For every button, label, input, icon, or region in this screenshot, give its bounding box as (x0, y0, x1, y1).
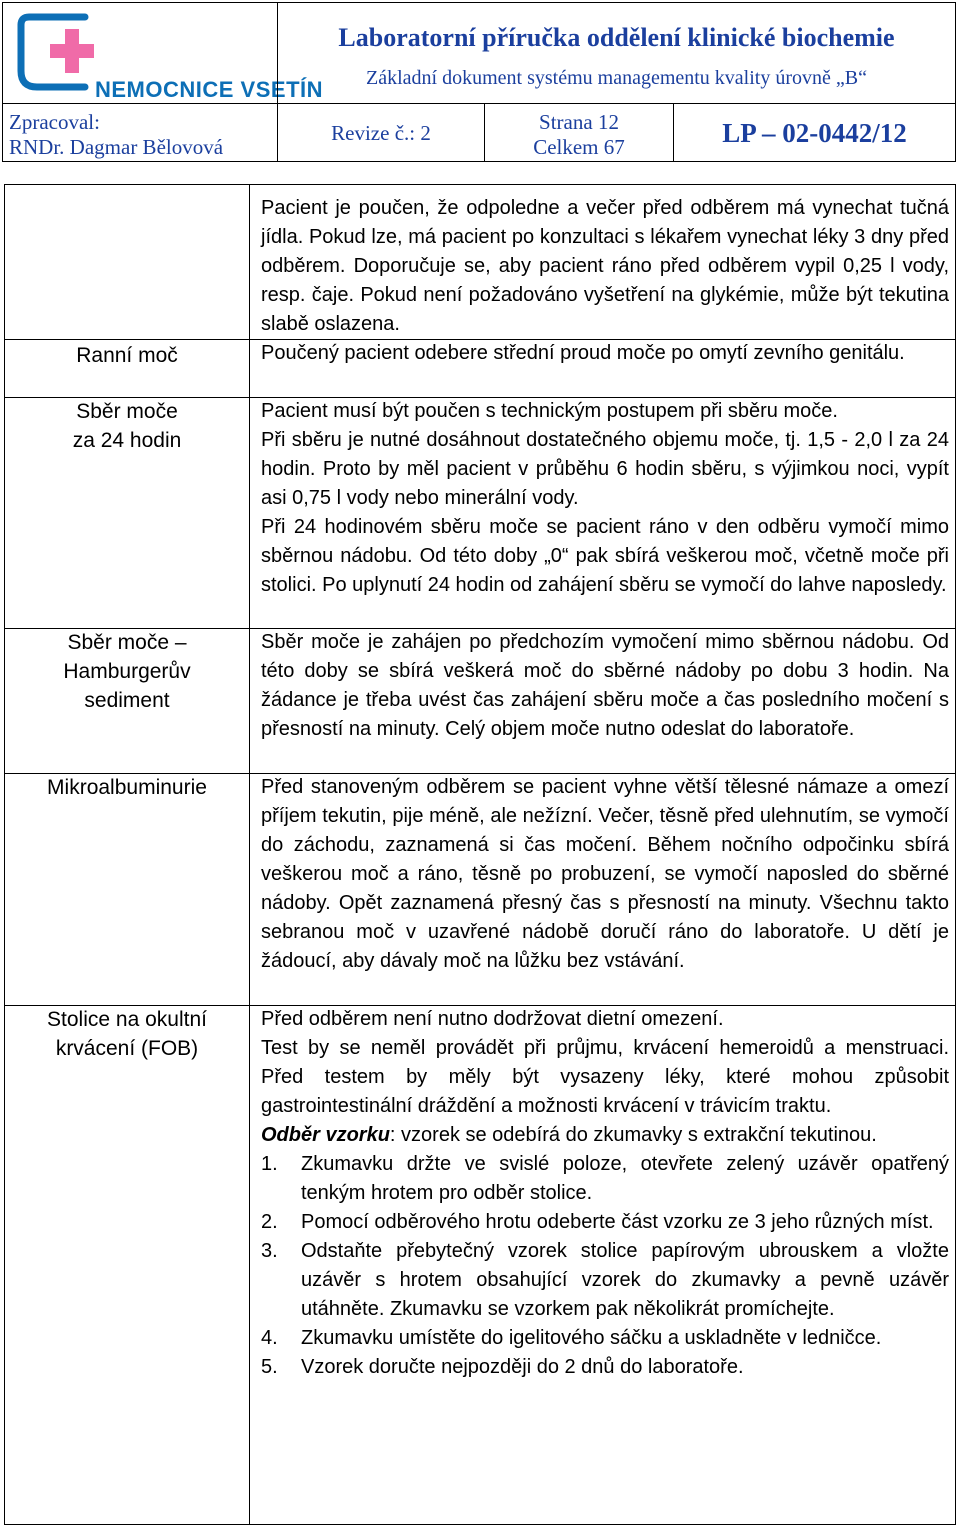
list-item: 3. Odstaňte přebytečný vzorek stolice papírovým ubrouskem a vložte uzávěr s hrotem obsahující vzorek do zkumavky a pevně uzávěr utáhněte. Zkumavku se vzorkem pak několikrát promíchejte. (261, 1240, 949, 1320)
row-4-text (261, 773, 949, 976)
revision: Revize č.: 2 (331, 121, 431, 145)
paragraph: Test by se neměl provádět při průjmu, krvácení hemeroidů a menstruaci. Před testem by měly být vysazeny léky, které mohou způsobit gastrointestinální dráždění a možnosti krvácení v trávicím traktu. (261, 1037, 949, 1117)
document-title: Laboratorní příručka oddělení klinické biochemie (338, 23, 895, 52)
row-2-text (261, 397, 949, 600)
prepared-label: Zpracoval: (9, 110, 100, 134)
sample-lead: Odběr vzorku (261, 1124, 390, 1146)
step-text: Zkumavku umístěte do igelitového sáčku a uskladněte v ledničce. (301, 1327, 882, 1349)
logo-text: NEMOCNICE VSETÍN (95, 77, 324, 102)
paragraph: Pacient musí být poučen s technickým postupem při sběru moče. (261, 400, 838, 422)
list-item: 4. Zkumavku umístěte do igelitového sáčku a uskladněte v ledničce. (261, 1327, 882, 1349)
paragraph: Pacient je poučen, že odpoledne a večer před odběrem má vynechat tučná jídla. Pokud lze, má pacient po konzultaci s lékařem vynechat léky 3 dny před odběrem. Doporučuje se, aby pacient ráno před odběrem vypil 0,25 l vody, resp. čaje. Pokud není požadováno vyšetření na glykémie, může být tekutina slabě oslazena. (261, 197, 949, 335)
row-3-text (261, 628, 949, 744)
row-1-text (261, 339, 949, 368)
page-number: Strana 12 (539, 110, 619, 134)
revision-cell (277, 103, 485, 162)
document-subtitle: Základní dokument systému managementu kvality úrovně „B“ (366, 67, 867, 89)
list-item: 2. Pomocí odběrového hrotu odeberte část vzorku ze 3 jeho různých míst. (261, 1211, 934, 1233)
page-total: Celkem 67 (533, 135, 625, 159)
row-label-sber-24h: Sběr moče za 24 hodin (72, 400, 182, 452)
prepared-cell (2, 103, 278, 162)
row-label-fob: Stolice na okultní krvácení (FOB) (47, 1008, 207, 1060)
step-text: Vzorek doručte nejpozději do 2 dnů do laboratoře. (301, 1356, 744, 1378)
paragraph: Poučený pacient odebere střední proud moče po omytí zevního genitálu. (261, 342, 905, 364)
paragraph: Při sběru je nutné dosáhnout dostatečného objemu moče, tj. 1,5 - 2,0 l za 24 hodin. Proto by měl pacient v průběhu 6 hodin sběru, s výjimkou noci, vypít asi 0,75 l vody nebo minerální vody. (261, 429, 949, 509)
document-header (0, 0, 960, 164)
doc-code: LP – 02-0442/12 (722, 118, 907, 148)
list-item: 1. Zkumavku držte ve svislé poloze, otevřete zelený uzávěr opatřený tenkým hrotem pro odběr stolice. (261, 1153, 949, 1204)
prepared-by: RNDr. Dagmar Bělovová (9, 135, 224, 159)
sample-text: : vzorek se odebírá do zkumavky s extrakční tekutinou. (389, 1124, 877, 1146)
sample-paragraph (261, 1121, 949, 1150)
row-0-text (261, 194, 949, 339)
row-label-ranni-moc: Ranní moč (76, 344, 178, 367)
step-text: Pomocí odběrového hrotu odeberte část vzorku ze 3 jeho různých míst. (301, 1211, 934, 1233)
paragraph: Při 24 hodinovém sběru moče se pacient ráno v den odběru vymočí mimo sběrnou nádobu. Od této doby „0“ pak sbírá veškerou moč, včetně moče při stolici. Po uplynutí 24 hodin od zahájení sběru se vymočí do lahve naposledy. (261, 516, 949, 596)
page-cell (484, 103, 674, 162)
logo-cell (2, 2, 324, 104)
row-label-mikroalbuminurie: Mikroalbuminurie (47, 776, 207, 799)
title-cell (277, 2, 956, 104)
paragraph: Sběr moče je zahájen po předchozím vymočení mimo sběrnou nádobu. Od této doby se sbírá veškerá moč do sběrné nádoby po dobu 3 hodin. Na žádance je třeba uvést čas zahájení sběru moče a čas posledního močení s přesností na minuty. Celý objem moče nutno odeslat do laboratoře. (261, 631, 949, 740)
row-label-hamburger: Sběr moče – Hamburgerův sediment (63, 631, 191, 712)
column-divider (249, 185, 250, 1524)
paragraph: Před stanoveným odběrem se pacient vyhne větší tělesné námaze a omezí příjem tekutin, pije méně, ale nežízní. Večer, těsně před ulehnutím, se vymočí do záchodu, zaznamená si čas močení. Během nočního odpočinku sbírá veškerou moč a ráno, těsně po probuzení, se vymočí naposled do sběrné nádoby. Opět zaznamená přesný čas s přesností na minuty. Všechnu takto sebranou moč v uzavřené nádobě doručí ráno do laboratoře. U dětí je žádoucí, aby dávaly moč na lůžku bez vstávání. (261, 776, 949, 972)
step-text: Zkumavku držte ve svislé poloze, otevřete zelený uzávěr opatřený tenkým hrotem pro odběr stolice. (301, 1153, 949, 1204)
row-5-text (261, 1005, 949, 1382)
instructions-table (4, 184, 956, 1525)
paragraph: Před odběrem není nutno dodržovat dietní omezení. (261, 1008, 724, 1030)
doc-code-cell (673, 103, 956, 162)
list-item: 5. Vzorek doručte nejpozději do 2 dnů do laboratoře. (261, 1356, 744, 1378)
step-text: Odstaňte přebytečný vzorek stolice papírovým ubrouskem a vložte uzávěr s hrotem obsahující vzorek do zkumavky a pevně uzávěr utáhněte. Zkumavku se vzorkem pak několikrát promíchejte. (301, 1240, 949, 1320)
